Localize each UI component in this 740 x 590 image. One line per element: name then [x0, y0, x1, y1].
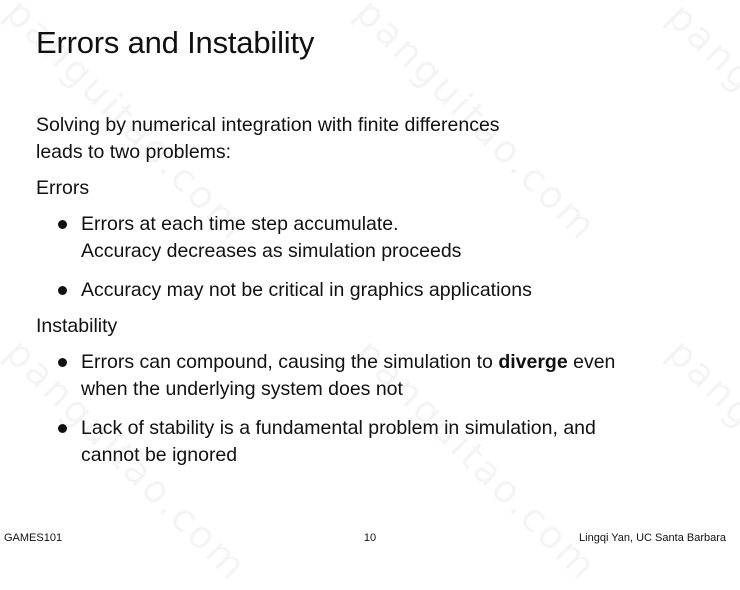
bullet-text: Errors can compound, causing the simulation to: [81, 351, 499, 373]
bullet-dot-icon: [58, 358, 67, 367]
slide-body: [36, 112, 716, 469]
errors-bullet-2: [36, 277, 716, 304]
instability-bullet-1: [36, 349, 716, 403]
slide-title: Errors and Instability: [36, 25, 315, 60]
diverge-emphasis: diverge: [498, 351, 568, 373]
errors-heading: Errors: [36, 177, 90, 199]
bullet-line: when the underlying system does not: [81, 378, 403, 400]
instability-heading: Instability: [36, 315, 118, 337]
bullet-dot-icon: [58, 424, 67, 433]
bullet-line: cannot be ignored: [81, 444, 238, 466]
instability-bullet-2: [36, 415, 716, 469]
bullet-dot-icon: [58, 220, 67, 229]
instability-bullet-list: [36, 349, 716, 469]
bullet-dot-icon: [58, 286, 67, 295]
intro-text: [36, 112, 716, 166]
bullet-text: even: [567, 351, 616, 373]
bullet-line: Accuracy decreases as simulation proceeds: [81, 240, 462, 262]
bullet-line: Accuracy may not be critical in graphics applications: [81, 279, 532, 301]
footer-course-name: GAMES101: [4, 532, 63, 544]
intro-line-2: leads to two problems:: [36, 141, 232, 163]
page-number: 10: [363, 532, 377, 544]
bullet-line: [81, 349, 716, 376]
errors-bullet-1: [36, 211, 716, 265]
bullet-line: Lack of stability is a fundamental problem in simulation, and: [81, 417, 596, 439]
intro-line-1: Solving by numerical integration with finite differences: [36, 114, 500, 136]
bullet-line: Errors at each time step accumulate.: [81, 213, 399, 235]
footer-author: Lingqi Yan, UC Santa Barbara: [579, 532, 726, 544]
errors-bullet-list: [36, 211, 716, 304]
